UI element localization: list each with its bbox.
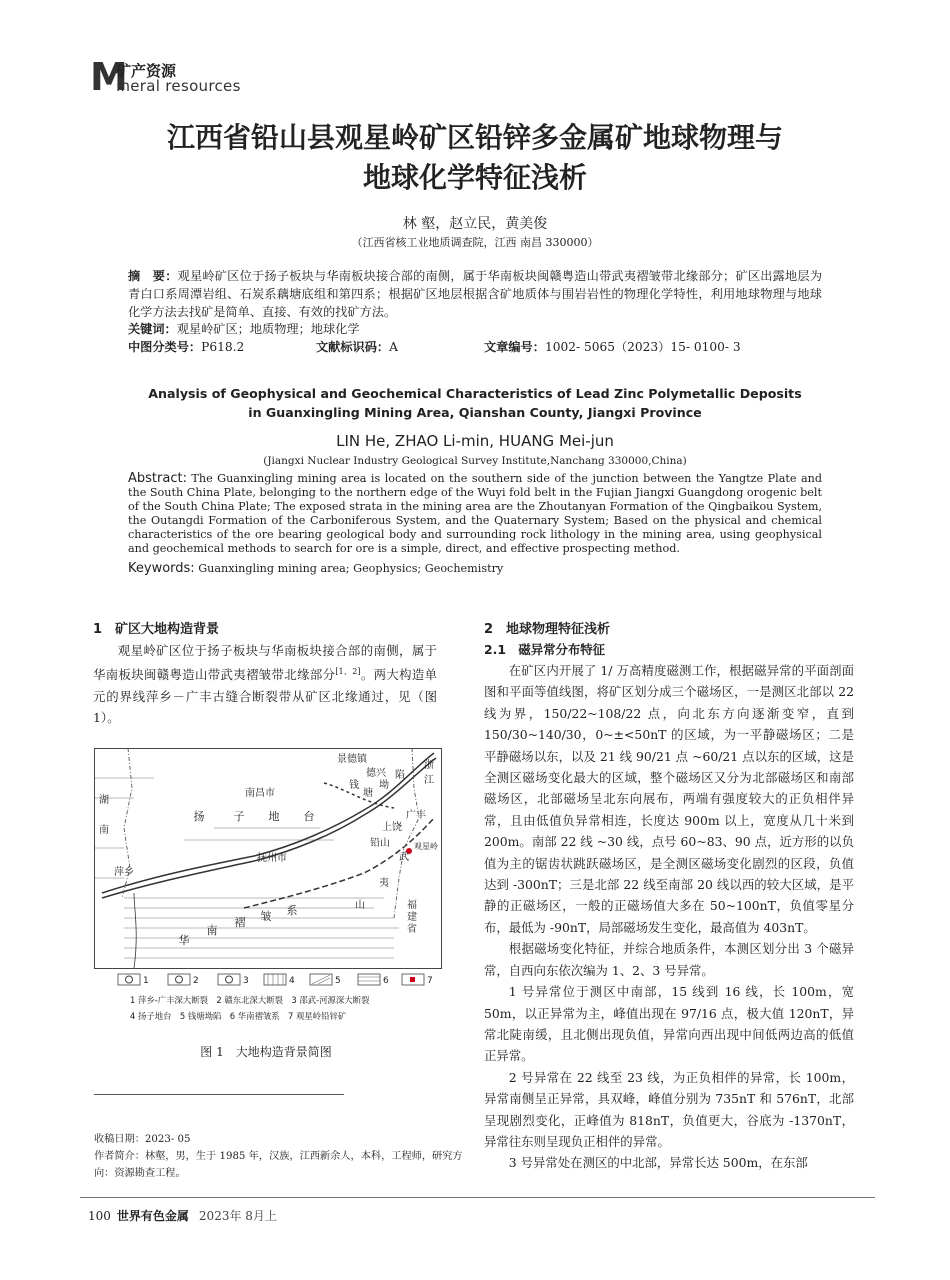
cn-abstract-text: 观星岭矿区位于扬子板块与华南板块接合部的南侧，属于华南板块闽赣粤造山带武夷褶皱带北缘部分；矿区出露地层为青白口系周潭岩组、石炭系藕塘底组和第四系；根据矿区地层根据含矿地质体与围岩岩性的物理化学特性，利用地球物理与地球化学方法去找矿是简单、直接、有效的找矿方法。 — [128, 269, 823, 319]
author-affiliation: （江西省核工业地质调查院，江西 南昌 330000） — [351, 236, 599, 249]
citation: [1、2] — [335, 667, 361, 677]
author-list: 林 壑，赵立民，黄美俊 — [402, 216, 548, 232]
section-1-text-b: 。两大构造单元的界线萍乡－广丰古缝合断裂带从矿区北缘通过，见（图 1）。 — [93, 667, 438, 726]
english-keywords — [128, 562, 822, 576]
map-label: 扬 — [193, 810, 205, 823]
section-1-heading: 1 矿区大地构造背景 — [93, 622, 220, 637]
footer-rule — [80, 1197, 875, 1198]
figure-1-caption: 图 1 大地构造背景简图 — [200, 1045, 332, 1059]
map-label: 山 — [355, 900, 365, 911]
title-line-2: 地球化学特征浅析 — [362, 161, 587, 194]
map-label: 铅山 — [370, 838, 390, 849]
section-1-text-a: 观星岭矿区位于扬子板块与华南板块接合部的南侧，属于华南板块闽赣粤造山带武夷褶皱带北缘部分 — [93, 643, 437, 683]
map-label: 萍乡 — [114, 867, 134, 878]
map-label: 台 — [303, 810, 315, 823]
cn-keywords-text: 观星岭矿区；地质物理；地球化学 — [176, 322, 360, 336]
english-keywords-text: Guanxingling mining area; Geophysics; Geochemistry — [198, 562, 504, 575]
page-footer — [88, 1207, 277, 1224]
map-label: 坳 — [379, 780, 389, 791]
map-label: 德兴 — [366, 768, 386, 779]
paragraph: 根据磁场变化特征，并综合地质条件，本测区划分出 3 个磁异常，自西向东依次编为 1、2、3 号异常。 — [484, 941, 854, 978]
right-column — [484, 620, 854, 1174]
english-keywords-label: Keywords: — [128, 561, 195, 576]
section-name-cn: 矿产资源 — [116, 62, 177, 80]
english-title-line-2: in Guanxingling Mining Area, Qianshan County, Jiangxi Province — [248, 405, 702, 420]
cn-abstract-label: 摘 要： — [128, 269, 178, 283]
map-label: 省 — [407, 924, 417, 935]
footnote — [94, 1131, 464, 1182]
map-label: 褶 — [234, 916, 246, 929]
map-label: 华 — [178, 934, 190, 947]
issue-date: 2023年 8月上 — [198, 1209, 277, 1223]
left-column — [93, 620, 437, 729]
map-label: 福 — [407, 900, 417, 911]
map-label: 皱 — [260, 910, 272, 923]
map-label: 陷 — [395, 770, 405, 781]
paragraph: 3 号异常处在测区的中北部，异常长达 500m，在东部 — [508, 1155, 808, 1171]
legend-number: 2 — [193, 976, 199, 986]
paragraph: 在矿区内开展了 1/ 万高精度磁测工作，根据磁异常的平面剖面图和平面等值线图，将矿区划分成三个磁场区，一是测区北部以 22 线为界，150/22~108/22 点，向北东方向逐渐变窄，直到 150/30~140/30，0~±<50nT 的区域，为一平静磁场区；二是平静磁场以东，以及 21 线 90/21 点 ~60/21 点以东的区域，这是全测区磁场变化最大的区域，整个磁场区又分为北部磁场区和南部磁场区，北部磁场呈北东向展布，两端有强度较大的正负相伴异常，且由低值负异常相连，长度达 900m 以上，宽度从几十米到 200m。南部 22 线 ~30 线，点号 60~83、90 点，近方形的以负值为主的锯齿状跳跃磁场区，是全测区磁场变化剧烈的区段，负值达到 -300nT；三是北部 22 线至南部 20 线以西的较大区域，是平静的正磁场区，一般的正磁场值大多在 50~100nT，负值零星分布，最低为 -90nT，局部磁场发生变化，最高值为 403nT。 — [484, 663, 854, 935]
map-label: 武 — [399, 852, 409, 863]
english-abstract-text: The Guanxingling mining area is located on the southern side of the junction between the Yangtze Plate and the South China Plate, belonging to the northern edge of the Wuyi fold belt in the Fujian Jiangxi Guangdong orogenic belt of the South China Plate; The exposed strata in the mining area are the Zhoutanyan Formation of the Qingbaikou System, the Outangdi Formation of the Carboniferous System, and the Quaternary System; Based on the physical and chemical characteristics of the ore bearing geological body and surrounding rock lithology in the mining area, using geophysical and geochemical methods to search for ore is a simple, direct, and effective prospecting method. — [128, 472, 822, 555]
map-label: 江 — [424, 775, 434, 786]
legend-descriptions-2: 4 扬子地台 5 钱塘坳陷 6 华南褶皱系 7 观星岭铅锌矿 — [130, 1011, 347, 1021]
map-label: 钱 — [349, 780, 359, 791]
paragraph: 2 号异常在 22 线至 23 线，为正负相伴的异常，长 100m，异常南侧呈正异常，具双峰，峰值分别为 735nT 和 576nT，北部呈现剧烈变化，正峰值为 818nT，负值更大，谷底为 -1370nT，异常往东则呈现负正相伴的异常。 — [484, 1069, 854, 1149]
page-number: 100 — [88, 1209, 111, 1223]
doc-code-value: A — [389, 340, 398, 354]
author-bio: 作者简介：林壑，男，生于 1985 年，汉族，江西新余人，本科，工程师，研究方向：资源勘查工程。 — [94, 1151, 463, 1179]
legend-number: 6 — [383, 976, 389, 986]
english-abstract-label: Abstract: — [128, 471, 187, 486]
english-affiliation: (Jiangxi Nuclear Industry Geological Survey Institute,Nanchang 330000,China) — [263, 455, 687, 467]
section-name-en: ineral resources — [116, 77, 241, 95]
cn-abstract — [128, 267, 822, 321]
english-abstract — [128, 472, 822, 556]
legend-number: 7 — [427, 976, 433, 986]
english-authors: LIN He, ZHAO Li-min, HUANG Mei-jun — [336, 432, 614, 450]
map-label: 景德镇 — [337, 754, 367, 765]
cn-keywords — [128, 320, 822, 338]
legend-number: 4 — [289, 976, 295, 986]
map-label: 夷 — [379, 878, 389, 889]
map-label: 广丰 — [406, 810, 426, 821]
paragraph: 1 号异常位于测区中南部，15 线到 16 线，长 100m，宽 50m，以正异常为主，峰值出现在 97/16 点，极大值 120nT，异常北陡南缓，且北侧出现负值，异常向西出现中间低两边高的低值正异常。 — [484, 984, 854, 1064]
footnote-rule — [94, 1094, 344, 1095]
article-title — [60, 118, 890, 198]
legend-number: 5 — [335, 976, 341, 986]
legend-number: 3 — [243, 976, 249, 986]
map-label: 系 — [286, 904, 298, 917]
journal-name: 世界有色金属 — [116, 1209, 189, 1223]
english-title — [120, 384, 830, 422]
map-label: 湖 — [99, 795, 109, 806]
received-date: 收稿日期：2023- 05 — [94, 1134, 191, 1145]
article-number-label: 文章编号： — [484, 340, 545, 354]
figure-1-tectonic-map — [94, 748, 442, 1060]
map-label: 抚州市 — [257, 853, 287, 864]
section-2-heading: 2 地球物理特征浅析 — [484, 622, 611, 637]
title-line-1: 江西省铅山县观星岭矿区铅锌多金属矿地球物理与 — [166, 121, 783, 154]
legend-descriptions-1: 1 萍乡-广丰深大断裂 2 赣东北深大断裂 3 邵武-河源深大断裂 — [130, 995, 370, 1005]
map-label: 观星岭 — [414, 842, 438, 851]
map-label: 南 — [99, 825, 109, 836]
section-1-paragraph — [93, 640, 437, 729]
english-title-line-1: Analysis of Geophysical and Geochemical Characteristics of Lead Zinc Polymetallic Deposits — [148, 386, 802, 401]
map-label: 浙 — [424, 760, 434, 771]
map-label: 塘 — [363, 788, 373, 799]
doc-code-label: 文献标识码： — [316, 340, 390, 354]
map-label: 上饶 — [382, 822, 402, 833]
map-label: 建 — [407, 912, 417, 923]
journal-section-logo — [90, 55, 290, 99]
class-label: 中图分类号： — [128, 340, 202, 354]
cn-keywords-label: 关键词： — [128, 322, 177, 336]
section-2-1-heading: 2.1 磁异常分布特征 — [484, 642, 606, 657]
map-label: 子 — [233, 810, 245, 823]
map-label: 南昌市 — [245, 788, 275, 799]
article-number-value: 1002- 5065（2023）15- 0100- 3 — [544, 340, 741, 354]
logo-letter-m: M — [90, 55, 128, 99]
map-legend — [118, 974, 433, 1021]
map-label: 南 — [206, 924, 218, 937]
legend-number: 1 — [143, 976, 149, 986]
classification-row — [128, 338, 822, 356]
class-value: P618.2 — [201, 340, 245, 354]
map-label: 地 — [268, 810, 280, 823]
